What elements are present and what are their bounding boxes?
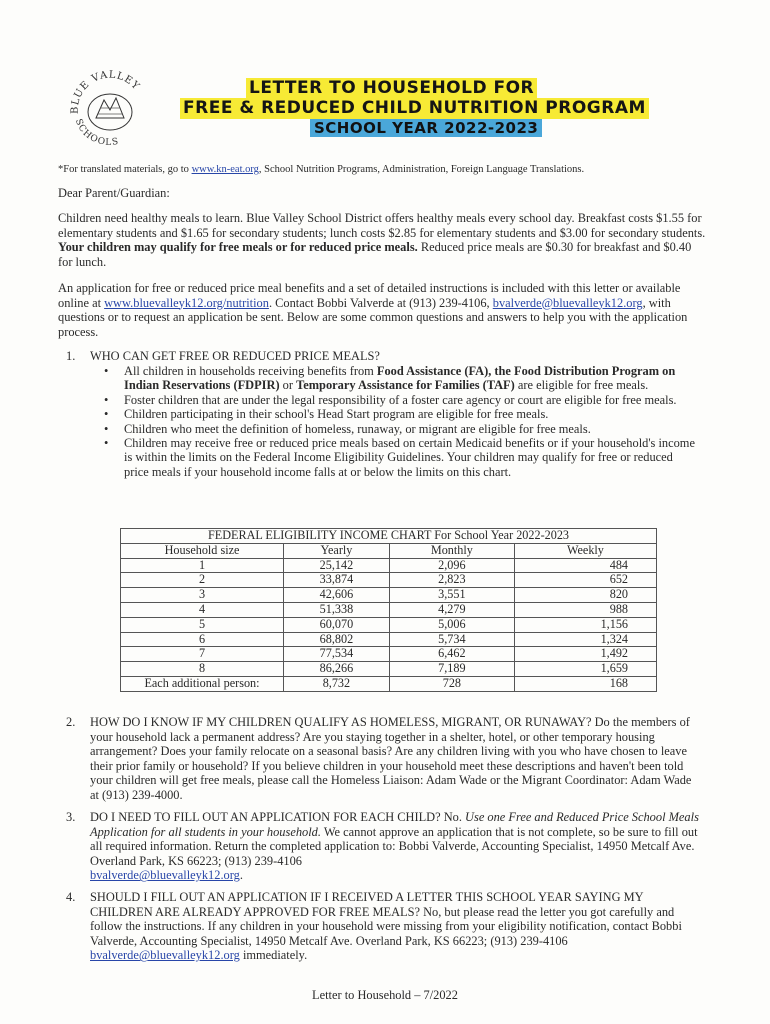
table-cell: 6,462: [389, 647, 514, 662]
svg-text:SCHOOLS: [73, 118, 120, 146]
intro-paragraph: [58, 211, 708, 269]
list-item: • Children may receive free or reduced price meals based on certain Medicaid benefits or if your household's income is within the limits on the Federal Income Eligibility Guidelines. Your children may qualify for free or reduced price meals if your household income falls at or below the limits on this chart.: [104, 436, 700, 479]
q3-text: [90, 810, 700, 883]
bullet-text: are eligible for free meals.: [514, 378, 649, 393]
table-cell: Each additional person:: [121, 676, 284, 691]
email-link-2[interactable]: bvalverde@bluevalleyk12.org: [90, 868, 240, 883]
income-eligibility-table: [120, 528, 657, 692]
application-text-end: , with questions or to request an application be sent. Below are some common questions and answers to help you with the application process.: [58, 295, 688, 339]
list-item: • Foster children that are under the legal responsibility of a foster care agency or court are eligible for free meals.: [104, 393, 700, 407]
q2-number: 2.: [66, 715, 76, 729]
q3-tail: .: [239, 868, 243, 883]
q3-body: We cannot approve an application that is not complete, so be sure to fill out all required information. Return the completed application to: Bobbi Valverde, Accounting Specialist, 14950 Metcalf Ave. Overland Park, KS 66223; (913) 239-4106: [90, 824, 698, 868]
q1-question: WHO CAN GET FREE OR REDUCED PRICE MEALS?: [90, 349, 380, 363]
q1-bullet-list: [104, 364, 700, 479]
table-cell: 3: [121, 588, 284, 603]
table-cell: 4,279: [389, 602, 514, 617]
translation-note: [58, 163, 708, 178]
logo-top-text: BLUE VALLEY: [69, 69, 142, 115]
table-row: [121, 558, 657, 573]
table-header-row: [121, 543, 657, 558]
email-link-3[interactable]: bvalverde@bluevalleyk12.org: [90, 948, 240, 963]
application-contact: . Contact Bobbi Valverde at (913) 239-4106,: [268, 295, 493, 310]
table-cell: 168: [514, 676, 656, 691]
table-cell: 1: [121, 558, 284, 573]
table-cell: 51,338: [284, 602, 390, 617]
table-cell: 5: [121, 617, 284, 632]
table-cell: 484: [514, 558, 656, 573]
intro-text: Children need healthy meals to learn. Blue Valley School District offers healthy meals every school day. Breakfast costs $1.55 for elementary students and $1.65 for secondary students; lunch costs $2.85 for elementary students and $3.00 for secondary students.: [58, 211, 706, 240]
list-item: [104, 364, 700, 393]
title-school-year: SCHOOL YEAR 2022-2023: [310, 119, 542, 137]
table-cell: 42,606: [284, 588, 390, 603]
table-row: [121, 662, 657, 677]
table-cell: 7,189: [389, 662, 514, 677]
table-cell: 652: [514, 573, 656, 588]
intro-tail: Reduced price meals are $0.30 for breakfast and $0.40 for lunch.: [58, 240, 692, 269]
table-cell: 6: [121, 632, 284, 647]
bullet-bold: Food Assistance (FA), the Food Distribution Program on Indian Reservations (FDPIR): [124, 364, 676, 393]
bullet-bold: Temporary Assistance for Families (TAF): [296, 378, 515, 393]
logo-bottom-text: SCHOOLS: [72, 117, 120, 146]
bullet-text: All children in households receiving benefits from: [124, 364, 377, 378]
q4-number: 4.: [66, 890, 76, 904]
table-cell: 68,802: [284, 632, 390, 647]
list-item: • Children who meet the definition of homeless, runaway, or migrant are eligible for free meals.: [104, 422, 700, 436]
table-row: [121, 617, 657, 632]
table-cell: 77,534: [284, 647, 390, 662]
title-line-2: FREE & REDUCED CHILD NUTRITION PROGRAM: [180, 98, 649, 119]
q4-tail: immediately.: [239, 948, 308, 963]
table-cell: 8,732: [284, 676, 390, 691]
table-cell: 1,156: [514, 617, 656, 632]
table-cell: 1,492: [514, 647, 656, 662]
table-row: [121, 647, 657, 662]
table-row: [121, 602, 657, 617]
table-cell: 988: [514, 602, 656, 617]
table-row: [121, 573, 657, 588]
translation-note-text-end: , School Nutrition Programs, Administration, Foreign Language Translations.: [258, 164, 585, 175]
q2-text: HOW DO I KNOW IF MY CHILDREN QUALIFY AS HOMELESS, MIGRANT, OR RUNAWAY? Do the members of your household lack a permanent address? Are you staying together in a shelter, hotel, or other temporary housing arrangement? Does your family relocate on a seasonal basis? Are any children living with you who have chosen to leave their prior family or household? If you believe children in your household meet these descriptions and haven't been told your children will get free meals, please call the Homeless Liaison: Adam Wade or the Migrant Coordinator: Adam Wade at (913) 239-4000.: [90, 715, 692, 802]
q3-number: 3.: [66, 810, 76, 824]
table-cell: 5,734: [389, 632, 514, 647]
table-cell: 25,142: [284, 558, 390, 573]
table-cell: 5,006: [389, 617, 514, 632]
q3-question: DO I NEED TO FILL OUT AN APPLICATION FOR EACH CHILD? No.: [90, 810, 466, 824]
column-header: Household size: [121, 543, 284, 558]
table-cell: 60,070: [284, 617, 390, 632]
list-item: • Children participating in their school's Head Start program are eligible for free meals.: [104, 407, 700, 421]
table-cell: 2,096: [389, 558, 514, 573]
bullet-text: or: [279, 378, 297, 393]
table-row: [121, 676, 657, 691]
column-header: Monthly: [389, 543, 514, 558]
table-cell: 728: [389, 676, 514, 691]
q4-body: SHOULD I FILL OUT AN APPLICATION IF I RECEIVED A LETTER THIS SCHOOL YEAR SAYING MY CHILDREN ARE ALREADY APPROVED FOR FREE MEALS? No, but please read the letter you got carefully and follow the instructions. If any children in your household were missing from your eligibility notification, contact Bobbi Valverde, Accounting Specialist, 14950 Metcalf Ave. Overland Park, KS 66223; (913) 239-4106: [90, 890, 682, 948]
column-header: Yearly: [284, 543, 390, 558]
salutation: Dear Parent/Guardian:: [58, 186, 170, 200]
q4-text: [90, 890, 700, 963]
table-cell: 7: [121, 647, 284, 662]
nutrition-link[interactable]: www.bluevalleyk12.org/nutrition: [104, 295, 269, 310]
table-row: [121, 588, 657, 603]
table-cell: 86,266: [284, 662, 390, 677]
table-cell: 33,874: [284, 573, 390, 588]
column-header: Weekly: [514, 543, 656, 558]
intro-bold: Your children may qualify for free meals or for reduced price meals.: [58, 240, 418, 255]
table-cell: 8: [121, 662, 284, 677]
district-logo: [60, 62, 160, 146]
table-cell: 4: [121, 602, 284, 617]
table-title: FEDERAL ELIGIBILITY INCOME CHART For School Year 2022-2023: [121, 529, 657, 544]
kn-eat-link[interactable]: www.kn-eat.org: [191, 164, 259, 175]
table-cell: 1,659: [514, 662, 656, 677]
q1-number: 1.: [66, 349, 76, 363]
table-cell: 820: [514, 588, 656, 603]
table-cell: 1,324: [514, 632, 656, 647]
email-link-1[interactable]: bvalverde@bluevalleyk12.org: [492, 295, 643, 310]
table-cell: 3,551: [389, 588, 514, 603]
translation-note-text: *For translated materials, go to: [58, 164, 192, 175]
application-text: An application for free or reduced price meal benefits and a set of detailed instructions is included with this letter or available online at: [58, 281, 681, 310]
table-row: [121, 632, 657, 647]
application-paragraph: [58, 281, 708, 339]
table-cell: 2,823: [389, 573, 514, 588]
q3-italic: Use one Free and Reduced Price School Meals Application for all students in your household.: [90, 810, 699, 839]
table-cell: 2: [121, 573, 284, 588]
page-footer: Letter to Household – 7/2022: [312, 988, 458, 1002]
title-line-1: LETTER TO HOUSEHOLD FOR: [246, 78, 537, 99]
